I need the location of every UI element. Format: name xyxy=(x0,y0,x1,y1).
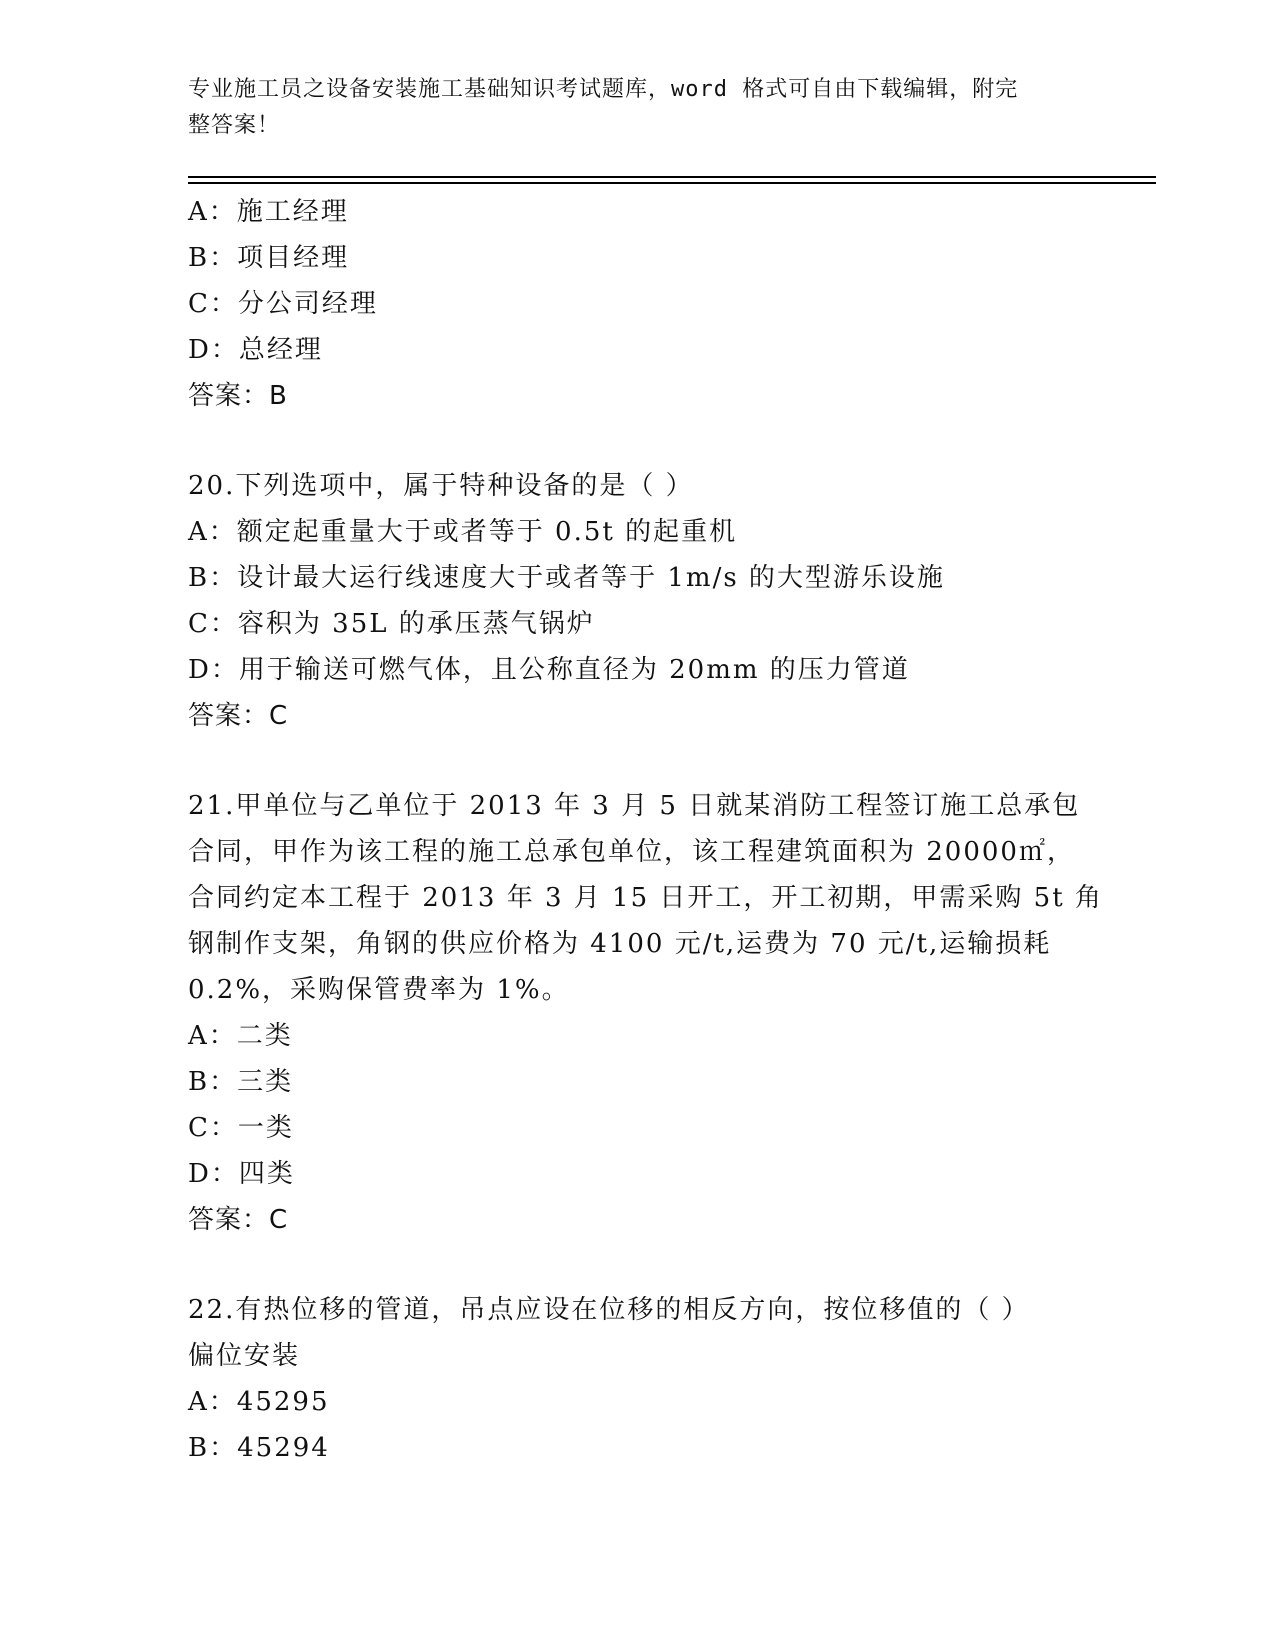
option-d: D：用于输送可燃气体，且公称直径为 20mm 的压力管道 xyxy=(188,655,910,685)
spacer xyxy=(188,1243,1088,1287)
option-a: A：额定起重量大于或者等于 0.5t 的起重机 xyxy=(188,517,738,547)
question-20 xyxy=(188,463,1088,739)
question-stem-line: 21.甲单位与乙单位于 2013 年 3 月 5 日就某消防工程签订施工总承包 xyxy=(188,791,1081,821)
question-stem xyxy=(188,783,1103,1013)
question-19 xyxy=(188,189,1088,419)
spacer xyxy=(188,419,1088,463)
header-line-2: 整答案！ xyxy=(188,113,281,138)
option-a: A：45295 xyxy=(188,1387,330,1417)
question-22 xyxy=(188,1287,1088,1471)
header-line-1: 专业施工员之设备安装施工基础知识考试题库，word 格式可自由下载编辑，附完 xyxy=(188,77,1019,102)
question-list xyxy=(188,189,1103,1471)
option-c: C：容积为 35L 的承压蒸气锅炉 xyxy=(188,609,595,639)
question-stem-line: 合同，甲作为该工程的施工总承包单位，该工程建筑面积为 20000㎡， xyxy=(188,837,1075,867)
question-stem xyxy=(188,1287,1068,1379)
question-21 xyxy=(188,783,1103,1243)
option-b: B：45294 xyxy=(188,1433,330,1463)
header-divider-top xyxy=(188,176,1156,178)
option-a: A：二类 xyxy=(188,1021,293,1051)
option-a: A：施工经理 xyxy=(188,197,349,227)
spacer xyxy=(188,739,1088,783)
question-stem-line: 钢制作支架，角钢的供应价格为 4100 元/t,运费为 70 元/t,运输损耗 xyxy=(188,929,1052,959)
option-d: D：总经理 xyxy=(188,335,323,365)
question-stem-line: 22.有热位移的管道，吊点应设在位移的相反方向，按位移值的（ ） xyxy=(188,1295,1030,1325)
answer: 答案：B xyxy=(188,381,288,411)
question-stem-line: 0.2%，采购保管费率为 1%。 xyxy=(188,975,570,1005)
question-stem: 20.下列选项中，属于特种设备的是（ ） xyxy=(188,471,694,501)
option-c: C：一类 xyxy=(188,1113,294,1143)
option-d: D：四类 xyxy=(188,1159,295,1189)
question-stem-line: 偏位安装 xyxy=(188,1341,301,1371)
answer: 答案：C xyxy=(188,701,289,731)
header-divider-bottom xyxy=(188,182,1156,184)
question-stem-line: 合同约定本工程于 2013 年 3 月 15 日开工，开工初期，甲需采购 5t 角 xyxy=(188,883,1103,913)
option-b: B：设计最大运行线速度大于或者等于 1m/s 的大型游乐设施 xyxy=(188,563,945,593)
option-b: B：三类 xyxy=(188,1067,294,1097)
option-b: B：项目经理 xyxy=(188,243,350,273)
document-header xyxy=(188,72,1068,144)
option-c: C：分公司经理 xyxy=(188,289,378,319)
answer: 答案：C xyxy=(188,1205,289,1235)
